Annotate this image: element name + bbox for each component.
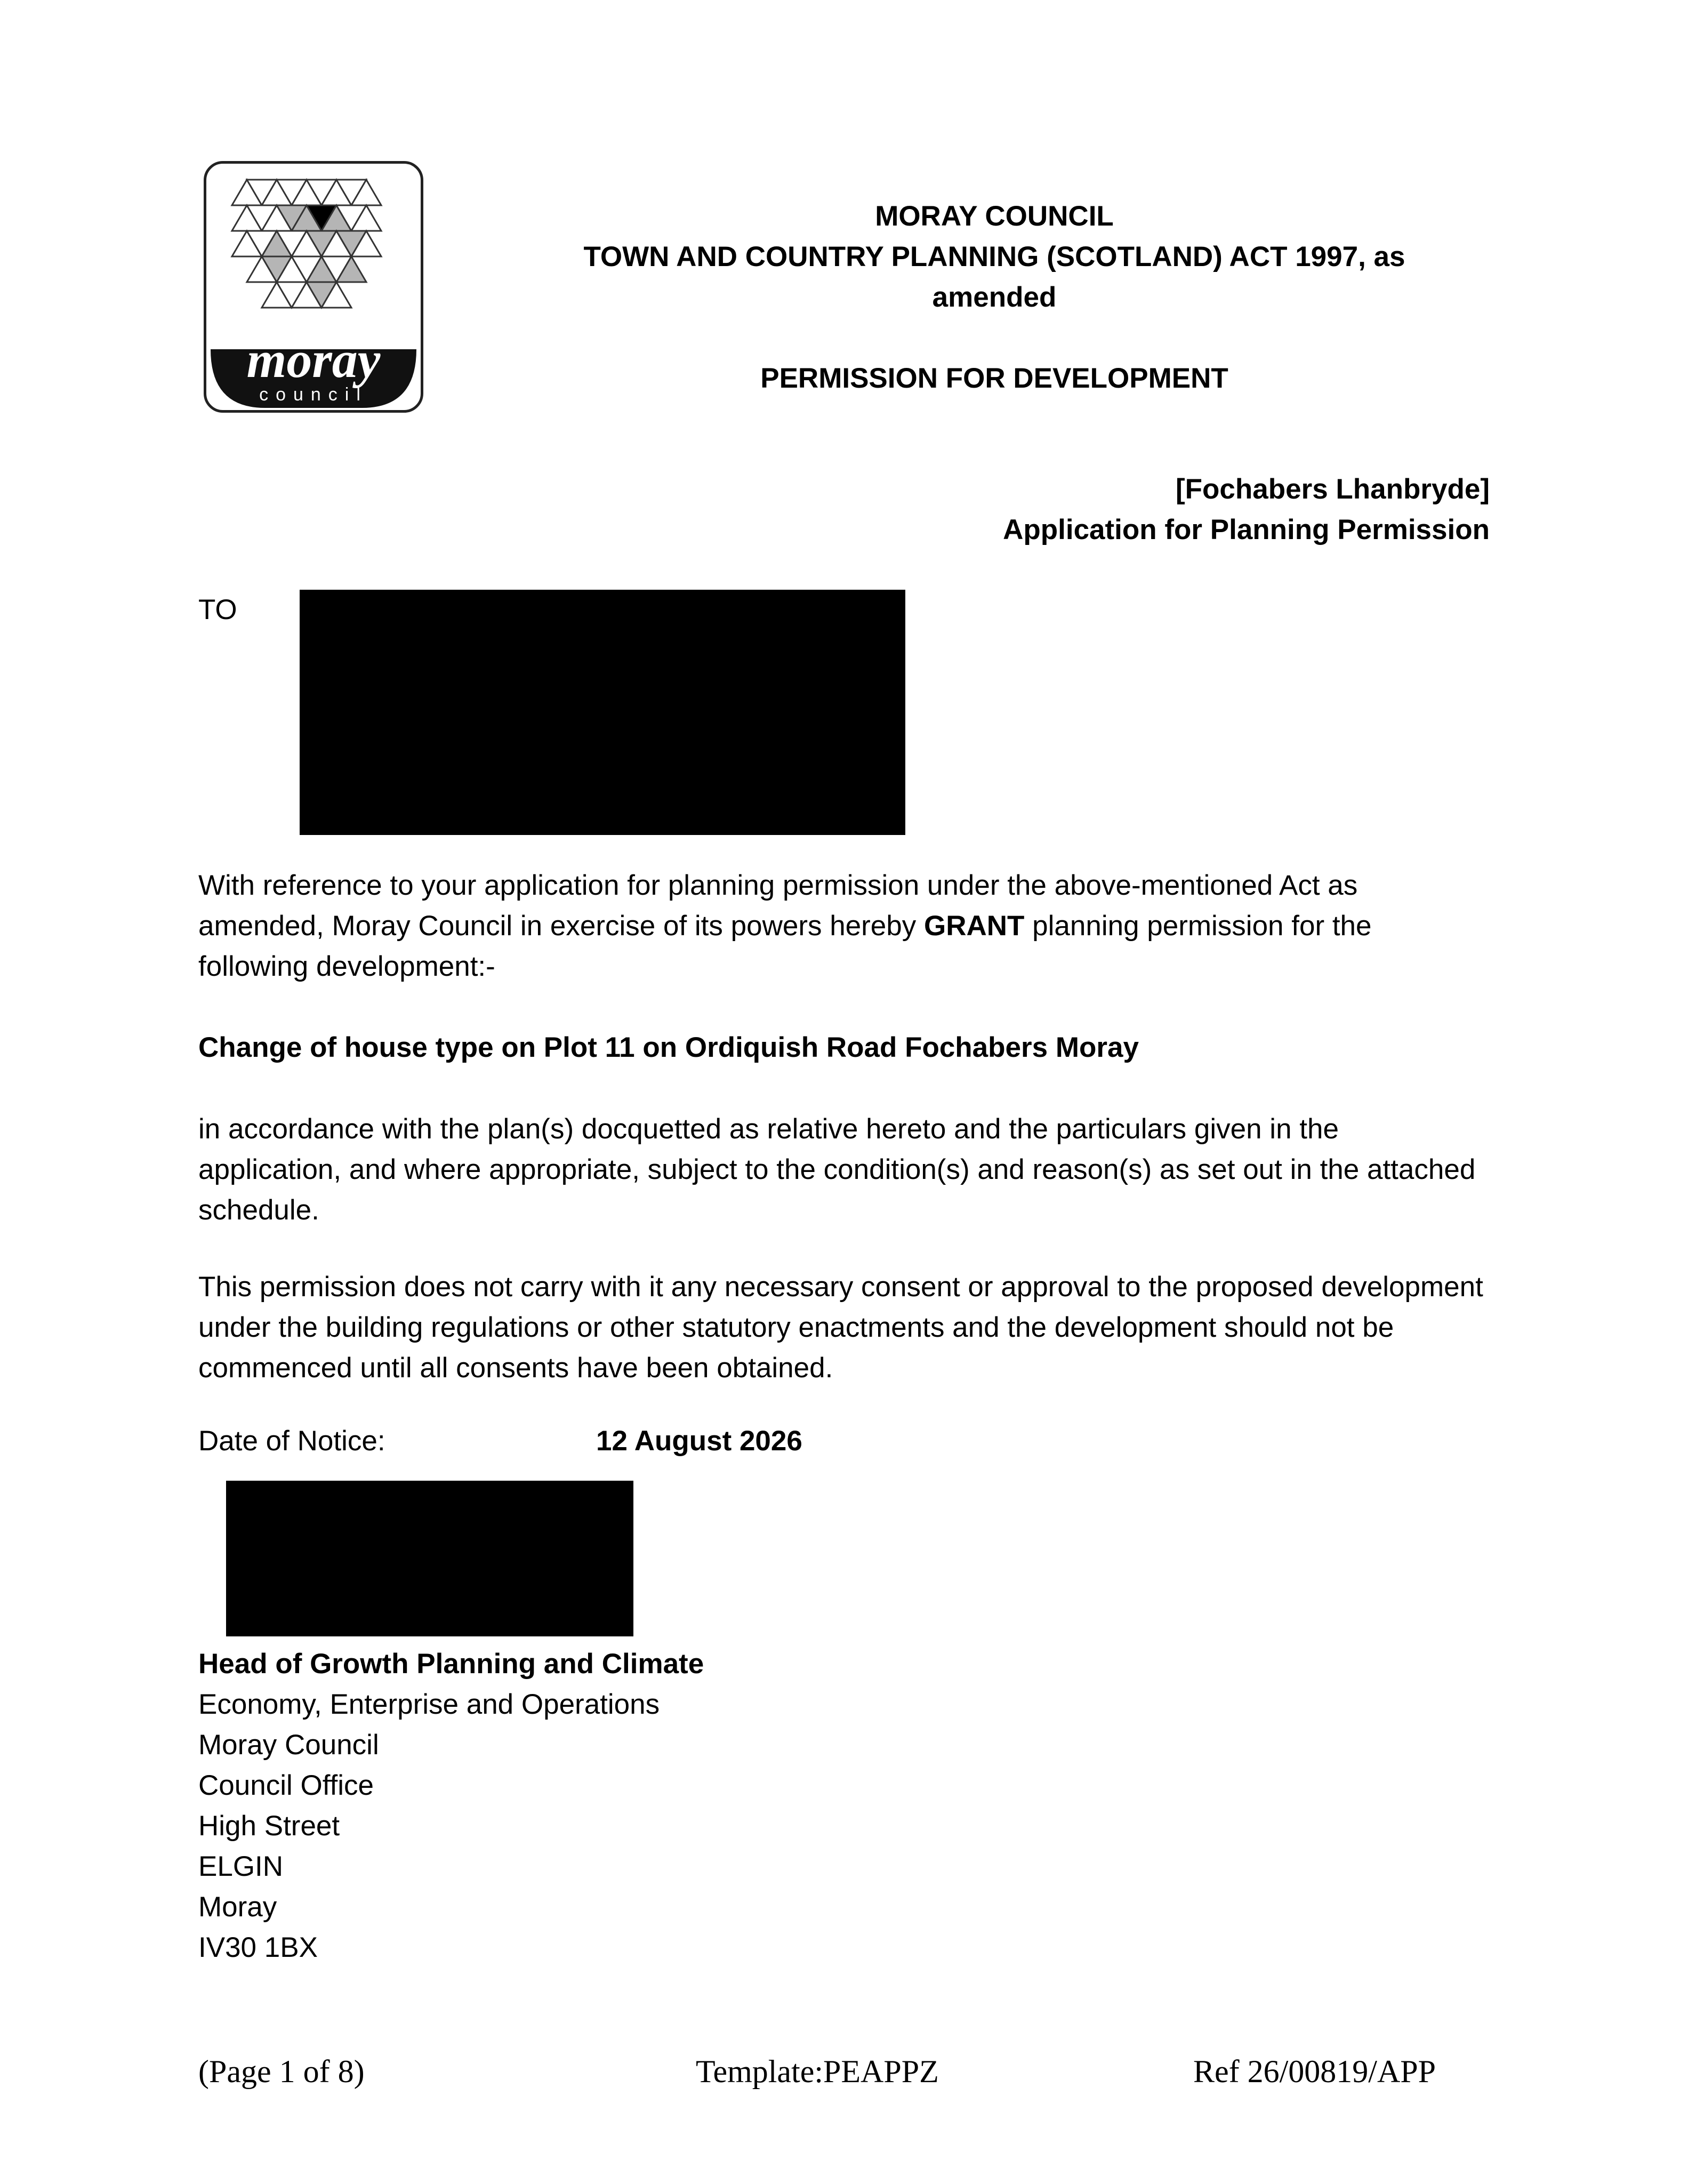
footer-reference: Ref 26/00819/APP xyxy=(1193,2054,1436,2089)
recipient-label: TO xyxy=(198,594,237,625)
grant-intro: With reference to your application for planning permission under the above-mentioned Act as amended, Moray Council in exercise of its powers hereby xyxy=(198,870,1358,942)
address-line: IV30 1BX xyxy=(198,1932,318,1963)
footer-page-number: (Page 1 of 8) xyxy=(198,2054,365,2089)
disclaimer-paragraph: This permission does not carry with it any necessary consent or approval to the proposed development under the building regulations or other statutory enactments and the development should not be commenced until all consents have been obtained. xyxy=(198,1271,1483,1384)
footer-template: Template:PEAPPZ xyxy=(696,2054,939,2089)
logo-wordmark: moray xyxy=(246,331,381,388)
grant-paragraph xyxy=(198,865,1489,987)
redacted-recipient-address xyxy=(300,590,905,835)
document-header xyxy=(469,196,1520,399)
grant-keyword: GRANT xyxy=(923,910,1025,942)
signatory-block xyxy=(198,1644,704,1968)
triangle-lattice-icon xyxy=(206,164,421,410)
notice-date-label: Date of Notice: xyxy=(198,1425,385,1457)
notice-date: 12 August 2026 xyxy=(596,1425,802,1457)
address-line: Economy, Enterprise and Operations xyxy=(198,1689,660,1720)
council-name: MORAY COUNCIL xyxy=(875,200,1114,232)
redacted-signature xyxy=(226,1481,633,1636)
signatory-title: Head of Growth Planning and Climate xyxy=(198,1648,704,1680)
address-line: ELGIN xyxy=(198,1851,284,1882)
accordance-paragraph: in accordance with the plan(s) docquetted as relative hereto and the particulars given in the application, and where appropriate, subject to the condition(s) and reason(s) as set out in the attached schedule. xyxy=(198,1113,1476,1226)
application-area: [Fochabers Lhanbryde] xyxy=(1176,473,1490,505)
application-type: Application for Planning Permission xyxy=(1003,514,1490,545)
act-title: TOWN AND COUNTRY PLANNING (SCOTLAND) ACT 1997, as xyxy=(583,241,1405,272)
logo-subtext: council xyxy=(259,384,368,405)
address-line: Moray Council xyxy=(198,1729,379,1761)
address-line: High Street xyxy=(198,1810,340,1842)
application-block xyxy=(1003,469,1490,550)
address-line: Moray xyxy=(198,1891,277,1923)
moray-council-logo xyxy=(204,161,423,413)
development-description: Change of house type on Plot 11 on Ordiquish Road Fochabers Moray xyxy=(198,1032,1139,1063)
grant-outro: planning permission for the following development:- xyxy=(198,910,1372,982)
act-title-cont: amended xyxy=(932,282,1057,313)
document-title: PERMISSION FOR DEVELOPMENT xyxy=(760,363,1228,394)
address-line: Council Office xyxy=(198,1770,374,1801)
